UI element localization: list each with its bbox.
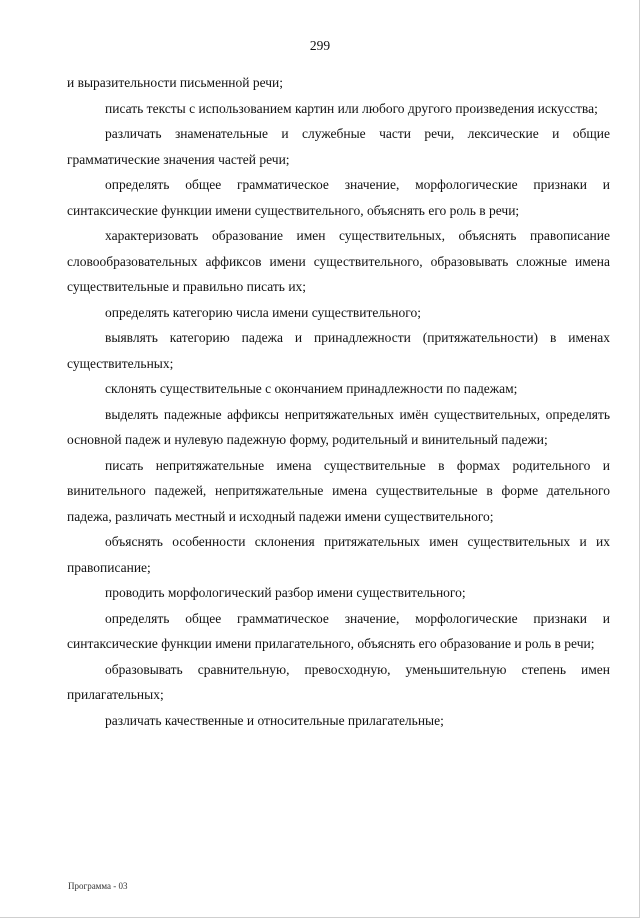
paragraph: определять общее грамматическое значение, морфологические признаки и синтаксические функции имени прилагательного, объяснять его образование и роль в речи; xyxy=(67,610,610,651)
paragraph: писать непритяжательные имена существительные в формах родительного и винительного падежей, непритяжательные имена существительные в форме дательного падежа, различать местный и исходный падежи имени существительного; xyxy=(67,457,610,524)
paragraph: склонять существительные с окончанием принадлежности по падежам; xyxy=(105,381,518,396)
paragraph: характеризовать образование имен существительных, объяснять правописание словообразовательных аффиксов имени существительного, образовывать сложные имена существительные и правильно писать их; xyxy=(67,228,610,294)
paragraph: объяснять особенности склонения притяжательных имен существительных и их правописание; xyxy=(67,534,610,575)
paragraph: писать тексты с использованием картин или любого другого произведения искусства; xyxy=(105,100,598,116)
paragraph: выделять падежные аффиксы непритяжательных имён существительных, определять основной падеж и нулевую падежную форму, родительный и винительный падежи; xyxy=(67,406,610,447)
paragraph: определять общее грамматическое значение, морфологические признаки и синтаксические функции имени существительного, объяснять его роль в речи; xyxy=(67,177,610,218)
body-text xyxy=(67,70,610,733)
paragraph: выявлять категорию падежа и принадлежности (притяжательности) в именах существительных; xyxy=(67,330,610,371)
paragraph: образовывать сравнительную, превосходную, уменьшительную степень имен прилагательных; xyxy=(67,661,610,702)
footer-label: Программа - 03 xyxy=(68,881,128,891)
page-number: 299 xyxy=(309,38,331,53)
paragraph: определять категорию числа имени существительного; xyxy=(105,304,421,320)
paragraph: и выразительности письменной речи; xyxy=(67,75,284,90)
paragraph: различать качественные и относительные прилагательные; xyxy=(105,712,444,728)
paragraph: проводить морфологический разбор имени существительного; xyxy=(105,585,466,600)
paragraph: различать знаменательные и служебные части речи, лексические и общие грамматические значения частей речи; xyxy=(67,126,610,167)
